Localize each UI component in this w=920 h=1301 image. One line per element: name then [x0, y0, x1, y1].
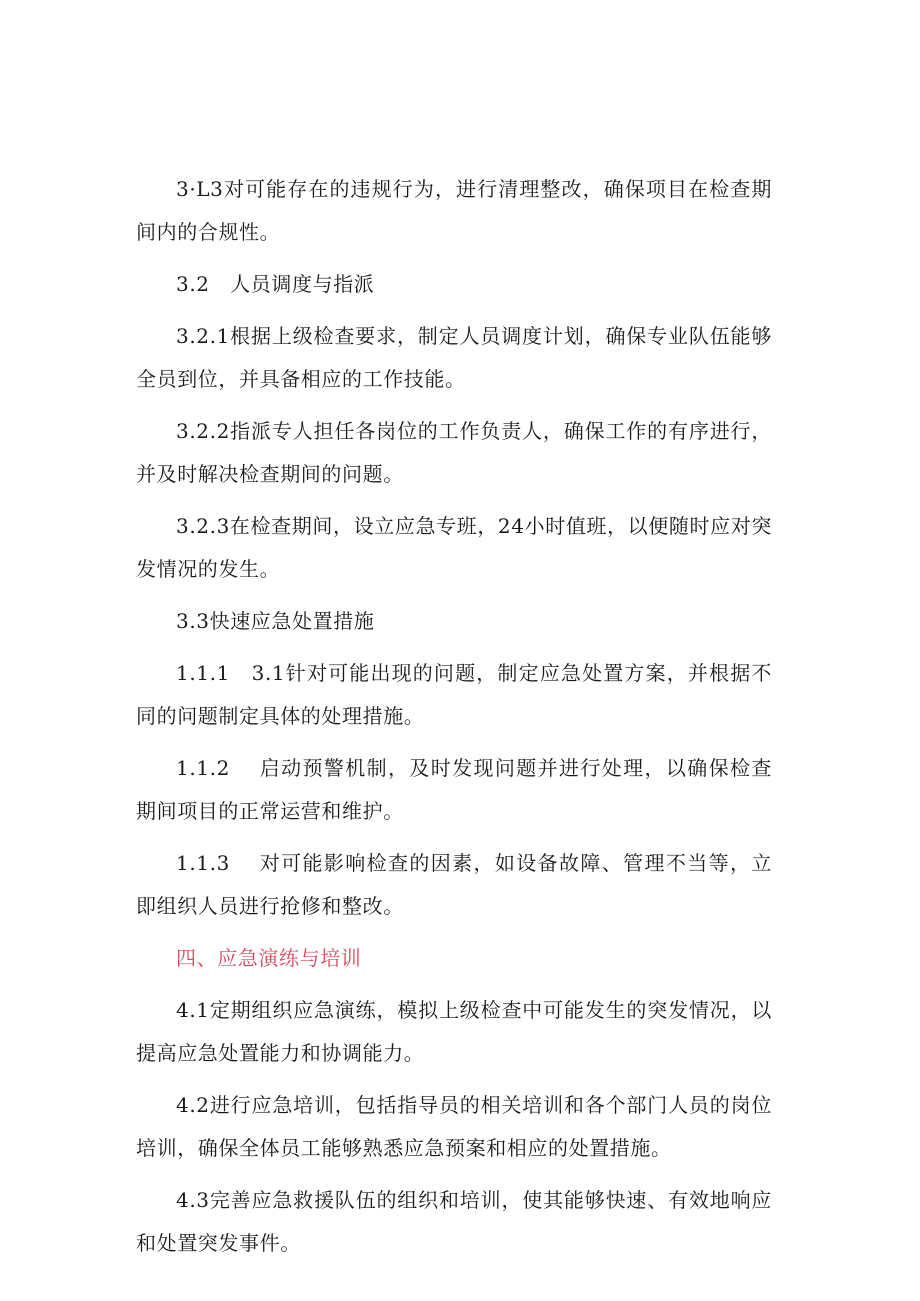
paragraph-4-1: 4.1定期组织应急演练，模拟上级检查中可能发生的突发情况，以提高应急处置能力和协调能力。: [136, 998, 772, 1065]
paragraph-1-1-2: 1.1.2 启动预警机制，及时发现问题并进行处理，以确保检查期间项目的正常运营和维护。: [136, 756, 772, 823]
chapter-heading-4: 四、应急演练与培训: [176, 946, 362, 970]
paragraph-1-1-1: 1.1.1 3.1针对可能出现的问题，制定应急处置方案，并根据不同的问题制定具体的处理措施。: [136, 661, 772, 728]
paragraph-3-2-3: 3.2.3在检查期间，设立应急专班，24小时值班，以便随时应对突发情况的发生。: [136, 514, 772, 581]
document-body: [136, 168, 772, 1274]
paragraph-1-1-3: 1.1.3 对可能影响检查的因素，如设备故障、管理不当等，立即组织人员进行抢修和整改。: [136, 851, 772, 918]
paragraph-3-1-3: 3·L3对可能存在的违规行为，进行清理整改，确保项目在检查期间内的合规性。: [136, 177, 772, 244]
paragraph-4-3: 4.3完善应急救援队伍的组织和培训，使其能够快速、有效地响应和处置突发事件。: [136, 1188, 772, 1255]
paragraph-4-2: 4.2进行应急培训，包括指导员的相关培训和各个部门人员的岗位培训，确保全体员工能够熟悉应急预案和相应的处置措施。: [136, 1093, 772, 1160]
section-heading-3-2: 3.2 人员调度与指派: [176, 272, 375, 296]
paragraph-3-2-1: 3.2.1根据上级检查要求，制定人员调度计划，确保专业队伍能够全员到位，并具备相应的工作技能。: [136, 324, 772, 391]
section-heading-3-3: 3.3快速应急处置措施: [176, 609, 375, 633]
paragraph-3-2-2: 3.2.2指派专人担任各岗位的工作负责人，确保工作的有序进行，并及时解决检查期间的问题。: [136, 419, 772, 486]
